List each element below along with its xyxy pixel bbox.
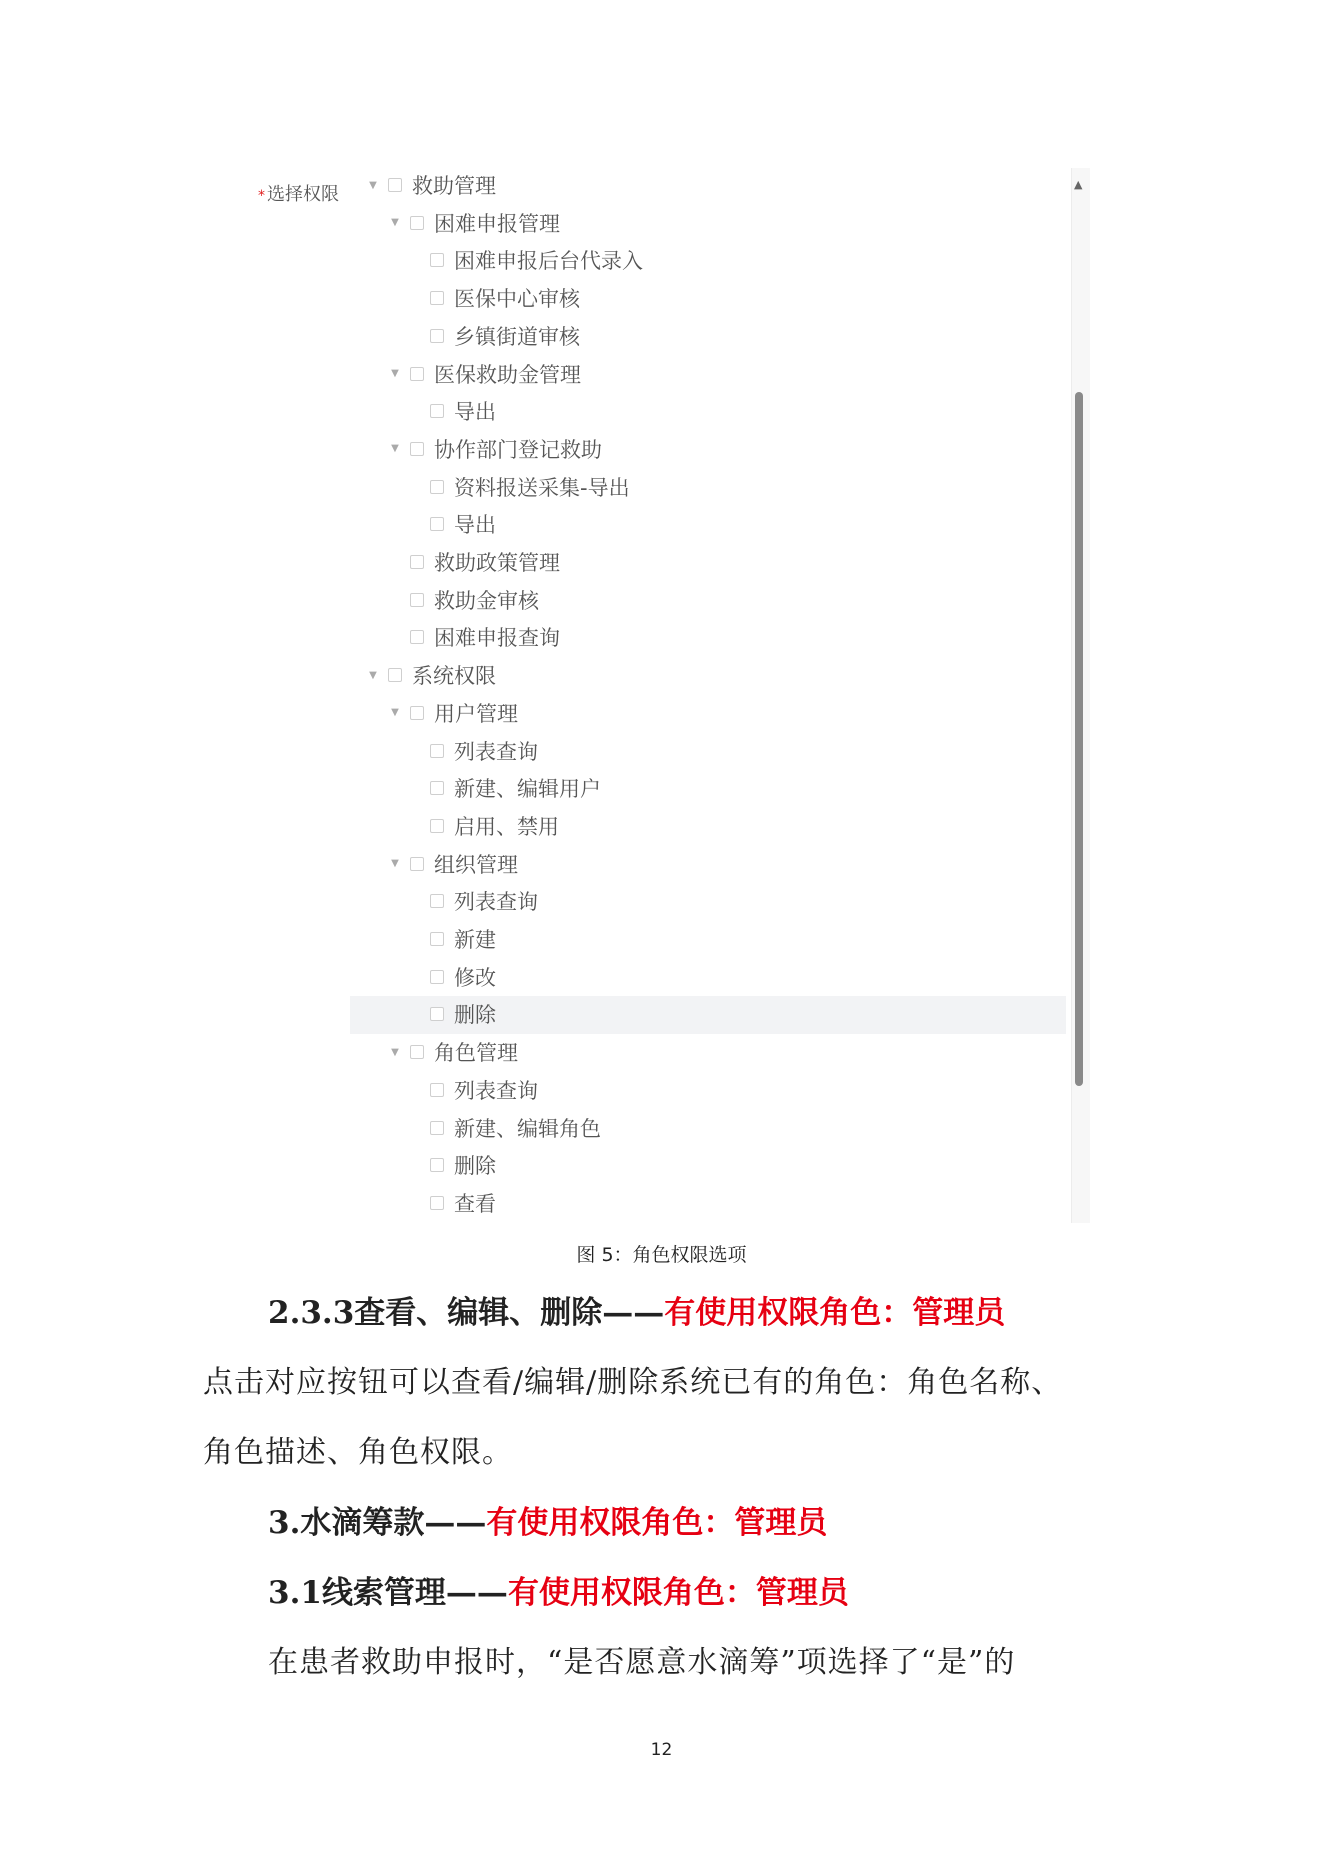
tree-node[interactable] (388, 357, 581, 391)
tree-node[interactable] (430, 1111, 601, 1145)
tree-node-checkbox[interactable] (430, 744, 444, 758)
tree-node-checkbox[interactable] (430, 480, 444, 494)
tree-node-checkbox[interactable] (410, 442, 424, 456)
tree-node[interactable] (366, 168, 496, 202)
tree-node-checkbox[interactable] (430, 291, 444, 305)
tree-node-label: 医保救助金管理 (434, 362, 581, 387)
tree-node[interactable] (430, 960, 496, 994)
tree-node[interactable] (430, 809, 559, 843)
required-mark: * (258, 188, 265, 204)
heading-role: 有使用权限角色：管理员 (664, 1295, 1006, 1331)
tree-node-checkbox[interactable] (430, 894, 444, 908)
heading-title: 水滴筹款—— (300, 1505, 487, 1541)
tree-node-label: 组织管理 (434, 852, 518, 877)
expand-arrow-icon[interactable]: ▼ (391, 368, 399, 379)
scroll-up-arrow-icon[interactable]: ▲ (1074, 178, 1083, 191)
figure-caption: 图 5：角色权限选项 (576, 1244, 747, 1266)
tree-node[interactable] (366, 658, 496, 692)
tree-node[interactable] (430, 1073, 538, 1107)
tree-node[interactable] (388, 1035, 518, 1069)
expand-arrow-icon[interactable]: ▼ (369, 669, 377, 681)
tree-node-label: 乡镇街道审核 (454, 324, 580, 349)
tree-node-label: 资料报送采集-导出 (454, 475, 630, 500)
tree-node-checkbox[interactable] (430, 819, 444, 833)
tree-node[interactable] (410, 545, 560, 579)
tree-node-checkbox[interactable] (410, 593, 424, 607)
tree-node-checkbox[interactable] (410, 857, 424, 871)
expand-arrow-icon[interactable]: ▼ (391, 1046, 399, 1058)
tree-node-label: 救助政策管理 (434, 551, 560, 575)
tree-node-checkbox[interactable] (430, 253, 444, 267)
tree-node-checkbox[interactable] (430, 1196, 444, 1210)
tree-node-label: 查看 (454, 1191, 496, 1216)
heading-2-3-3 (268, 1287, 1005, 1332)
scrollbar-thumb[interactable] (1075, 392, 1083, 1086)
tree-node-checkbox[interactable] (430, 1158, 444, 1172)
tree-node-label: 导出 (454, 400, 496, 425)
tree-node[interactable] (430, 507, 496, 541)
tree-node-checkbox[interactable] (388, 668, 402, 682)
tree-node-checkbox[interactable] (430, 329, 444, 343)
tree-node-checkbox[interactable] (430, 1007, 444, 1021)
tree-node[interactable] (388, 696, 518, 730)
tree-node-label: 列表查询 (454, 739, 538, 764)
tree-node-checkbox[interactable] (410, 630, 424, 644)
tree-node[interactable] (388, 432, 602, 466)
tree-node[interactable] (430, 997, 496, 1031)
heading-role: 有使用权限角色：管理员 (486, 1505, 828, 1541)
expand-arrow-icon[interactable]: ▼ (391, 858, 399, 870)
expand-arrow-icon[interactable]: ▼ (391, 707, 399, 719)
tree-node-label: 新建、编辑角色 (454, 1116, 601, 1141)
tree-node[interactable] (388, 847, 518, 881)
tree-node[interactable] (430, 1186, 496, 1220)
heading-number: 2.3.3 (268, 1295, 355, 1331)
tree-node-label: 新建、编辑用户 (454, 777, 601, 802)
heading-number: 3.1 (268, 1575, 322, 1611)
permission-field-label (258, 180, 339, 206)
paragraph-line: 点击对应按钮可以查看/编辑/删除系统已有的角色：角色名称、 (203, 1365, 1063, 1400)
expand-arrow-icon[interactable]: ▼ (369, 179, 377, 191)
tree-node-label: 导出 (454, 513, 496, 538)
tree-node[interactable] (410, 620, 560, 654)
tree-node-label: 救助管理 (412, 174, 496, 198)
tree-node-checkbox[interactable] (388, 178, 402, 192)
tree-node-label: 系统权限 (412, 664, 496, 689)
tree-node-label: 医保中心审核 (454, 287, 580, 312)
tree-node[interactable] (388, 206, 560, 240)
tree-node[interactable] (430, 281, 580, 315)
heading-title: 线索管理—— (321, 1575, 508, 1611)
heading-title: 查看、编辑、删除—— (354, 1295, 665, 1331)
tree-node-checkbox[interactable] (410, 555, 424, 569)
paragraph-line: 角色描述、角色权限。 (203, 1435, 513, 1470)
tree-node[interactable] (430, 884, 538, 918)
tree-node-label: 困难申报查询 (434, 626, 560, 651)
tree-node-label: 角色管理 (434, 1041, 518, 1066)
tree-node-label: 删除 (454, 1003, 496, 1028)
tree-node-checkbox[interactable] (430, 1083, 444, 1097)
tree-node-checkbox[interactable] (410, 216, 424, 230)
tree-node-checkbox[interactable] (430, 517, 444, 531)
tree-node[interactable] (410, 583, 539, 617)
tree-node[interactable] (430, 319, 580, 353)
heading-number: 3. (268, 1505, 301, 1541)
tree-node[interactable] (430, 1148, 496, 1182)
heading-role: 有使用权限角色：管理员 (507, 1575, 849, 1611)
tree-node[interactable] (430, 771, 601, 805)
tree-node-label: 列表查询 (454, 1078, 538, 1103)
tree-node-checkbox[interactable] (410, 706, 424, 720)
tree-node-checkbox[interactable] (430, 404, 444, 418)
tree-node-label: 协作部门登记救助 (434, 437, 602, 462)
page-number: 12 (650, 1740, 673, 1760)
tree-node-label: 用户管理 (434, 701, 518, 726)
tree-node-checkbox[interactable] (430, 932, 444, 946)
tree-node-label: 删除 (454, 1154, 496, 1179)
tree-node-checkbox[interactable] (410, 1045, 424, 1059)
tree-node-label: 困难申报管理 (434, 211, 560, 236)
tree-node[interactable] (430, 922, 496, 956)
tree-node-checkbox[interactable] (410, 367, 424, 381)
tree-node-checkbox[interactable] (430, 781, 444, 795)
tree-node-label: 新建 (454, 928, 496, 952)
tree-node-label: 启用、禁用 (454, 814, 559, 839)
tree-node[interactable] (430, 470, 630, 504)
paragraph-line: 在患者救助申报时，“是否愿意水滴筹”项选择了“是”的 (268, 1645, 1016, 1680)
tree-node-checkbox[interactable] (430, 970, 444, 984)
expand-arrow-icon[interactable]: ▼ (391, 443, 399, 455)
tree-node-label: 困难申报后台代录入 (454, 249, 643, 274)
tree-node-label: 救助金审核 (434, 588, 539, 613)
expand-arrow-icon[interactable]: ▼ (391, 217, 399, 229)
permission-tree-panel (350, 168, 1090, 1223)
tree-node-label: 列表查询 (454, 890, 538, 915)
heading-3 (268, 1497, 827, 1542)
tree-node-checkbox[interactable] (430, 1121, 444, 1135)
tree-node[interactable] (430, 394, 496, 428)
permission-label-text: 选择权限 (267, 184, 339, 205)
tree-node-label: 修改 (454, 965, 496, 990)
tree-node[interactable] (430, 734, 538, 768)
tree-node[interactable] (430, 243, 643, 277)
heading-3-1 (268, 1567, 849, 1612)
